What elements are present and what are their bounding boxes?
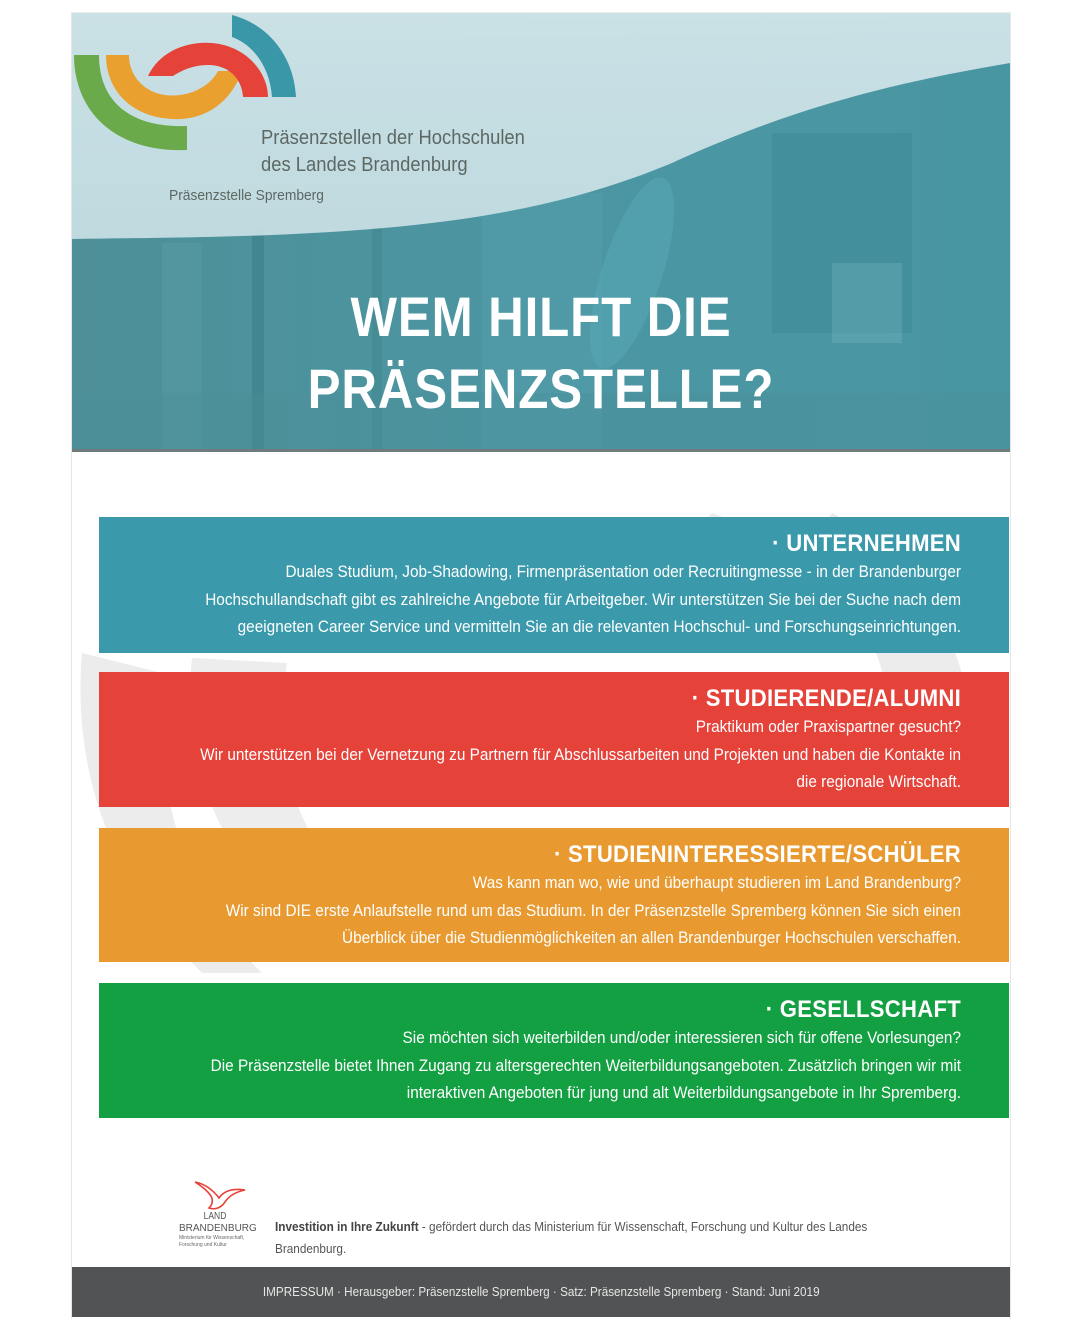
impressum-bar [72, 1267, 1010, 1317]
section-title: · STUDIERENDE/ALUMNI [691, 685, 961, 712]
section-title: · UNTERNEHMEN [772, 530, 961, 557]
funding-statement [275, 1216, 877, 1260]
funding-highlight: Investition in Ihre Zukunft [275, 1220, 419, 1234]
logo-subtitle: Präsenzstelle Spremberg [169, 187, 324, 204]
section-title: · GESELLSCHAFT [765, 996, 961, 1023]
page-title [128, 281, 953, 425]
land-brandenburg-logo: LAND BRANDENBURG Ministerium für Wissenschaft, Forschung und Kultur [167, 1176, 263, 1256]
section-body: Praktikum oder Praxispartner gesucht? Wir unterstützen bei der Vernetzung zu Partnern für Abschlussarbeiten und Projekten und haben die Kontakte in die regionale Wirtschaft. [200, 718, 961, 791]
title-line-1: WEM HILFT DIE [350, 285, 732, 348]
flyer-page [71, 12, 1011, 1319]
logo-wordmark [261, 125, 525, 179]
logo-line-2: des Landes Brandenburg [261, 154, 468, 176]
funding-body: - gefördert durch das Ministerium für Wissenschaft, Forschung und Kultur des Landes Brandenburg. [275, 1220, 868, 1256]
section-gesellschaft [99, 983, 1009, 1118]
section-title: · STUDIENINTERESSIERTE/SCHÜLER [554, 841, 961, 868]
logo-line-1: Präsenzstellen der Hochschulen [261, 127, 525, 149]
impressum-text: IMPRESSUM · Herausgeber: Präsenzstelle Spremberg · Satz: Präsenzstelle Spremberg · Stand: Juni 2019 [262, 1284, 820, 1299]
red-eagle-icon [191, 1178, 251, 1214]
title-line-2: PRÄSENZSTELLE? [307, 357, 775, 420]
section-body: Was kann man wo, wie und überhaupt studieren im Land Brandenburg? Wir sind DIE erste Anlaufstelle rund um das Studium. In der Präsenzstelle Spremberg können Sie sich einen Überblick über die Studienmöglichkeiten an allen Brandenburger Hochschulen verschaffen. [225, 874, 962, 947]
section-body: Sie möchten sich weiterbilden und/oder interessieren sich für offene Vorlesungen? Die Präsenzstelle bietet Ihnen Zugang zu altersgerechten Weiterbildungsangeboten. Zusätzlich bringen wir mit interaktiven Angeboten für jung und alt Weiterbildungsangebote in Ihr Spremberg. [210, 1029, 961, 1102]
section-body: Duales Studium, Job-Shadowing, Firmenpräsentation oder Recruitingmesse - in der Brandenburger Hochschullandschaft gibt es zahlreiche Angebote für Arbeitgeber. Wir unterstützen Sie bei der Suche nach dem geeigneten Career Service und vermitteln Sie an die relevanten Hochschul- und Forschungseinrichtungen. [205, 563, 962, 636]
section-unternehmen [99, 517, 1009, 653]
hero-banner [72, 13, 1010, 452]
section-studierende-alumni [99, 672, 1009, 807]
section-studieninteressierte-schueler [99, 828, 1009, 962]
